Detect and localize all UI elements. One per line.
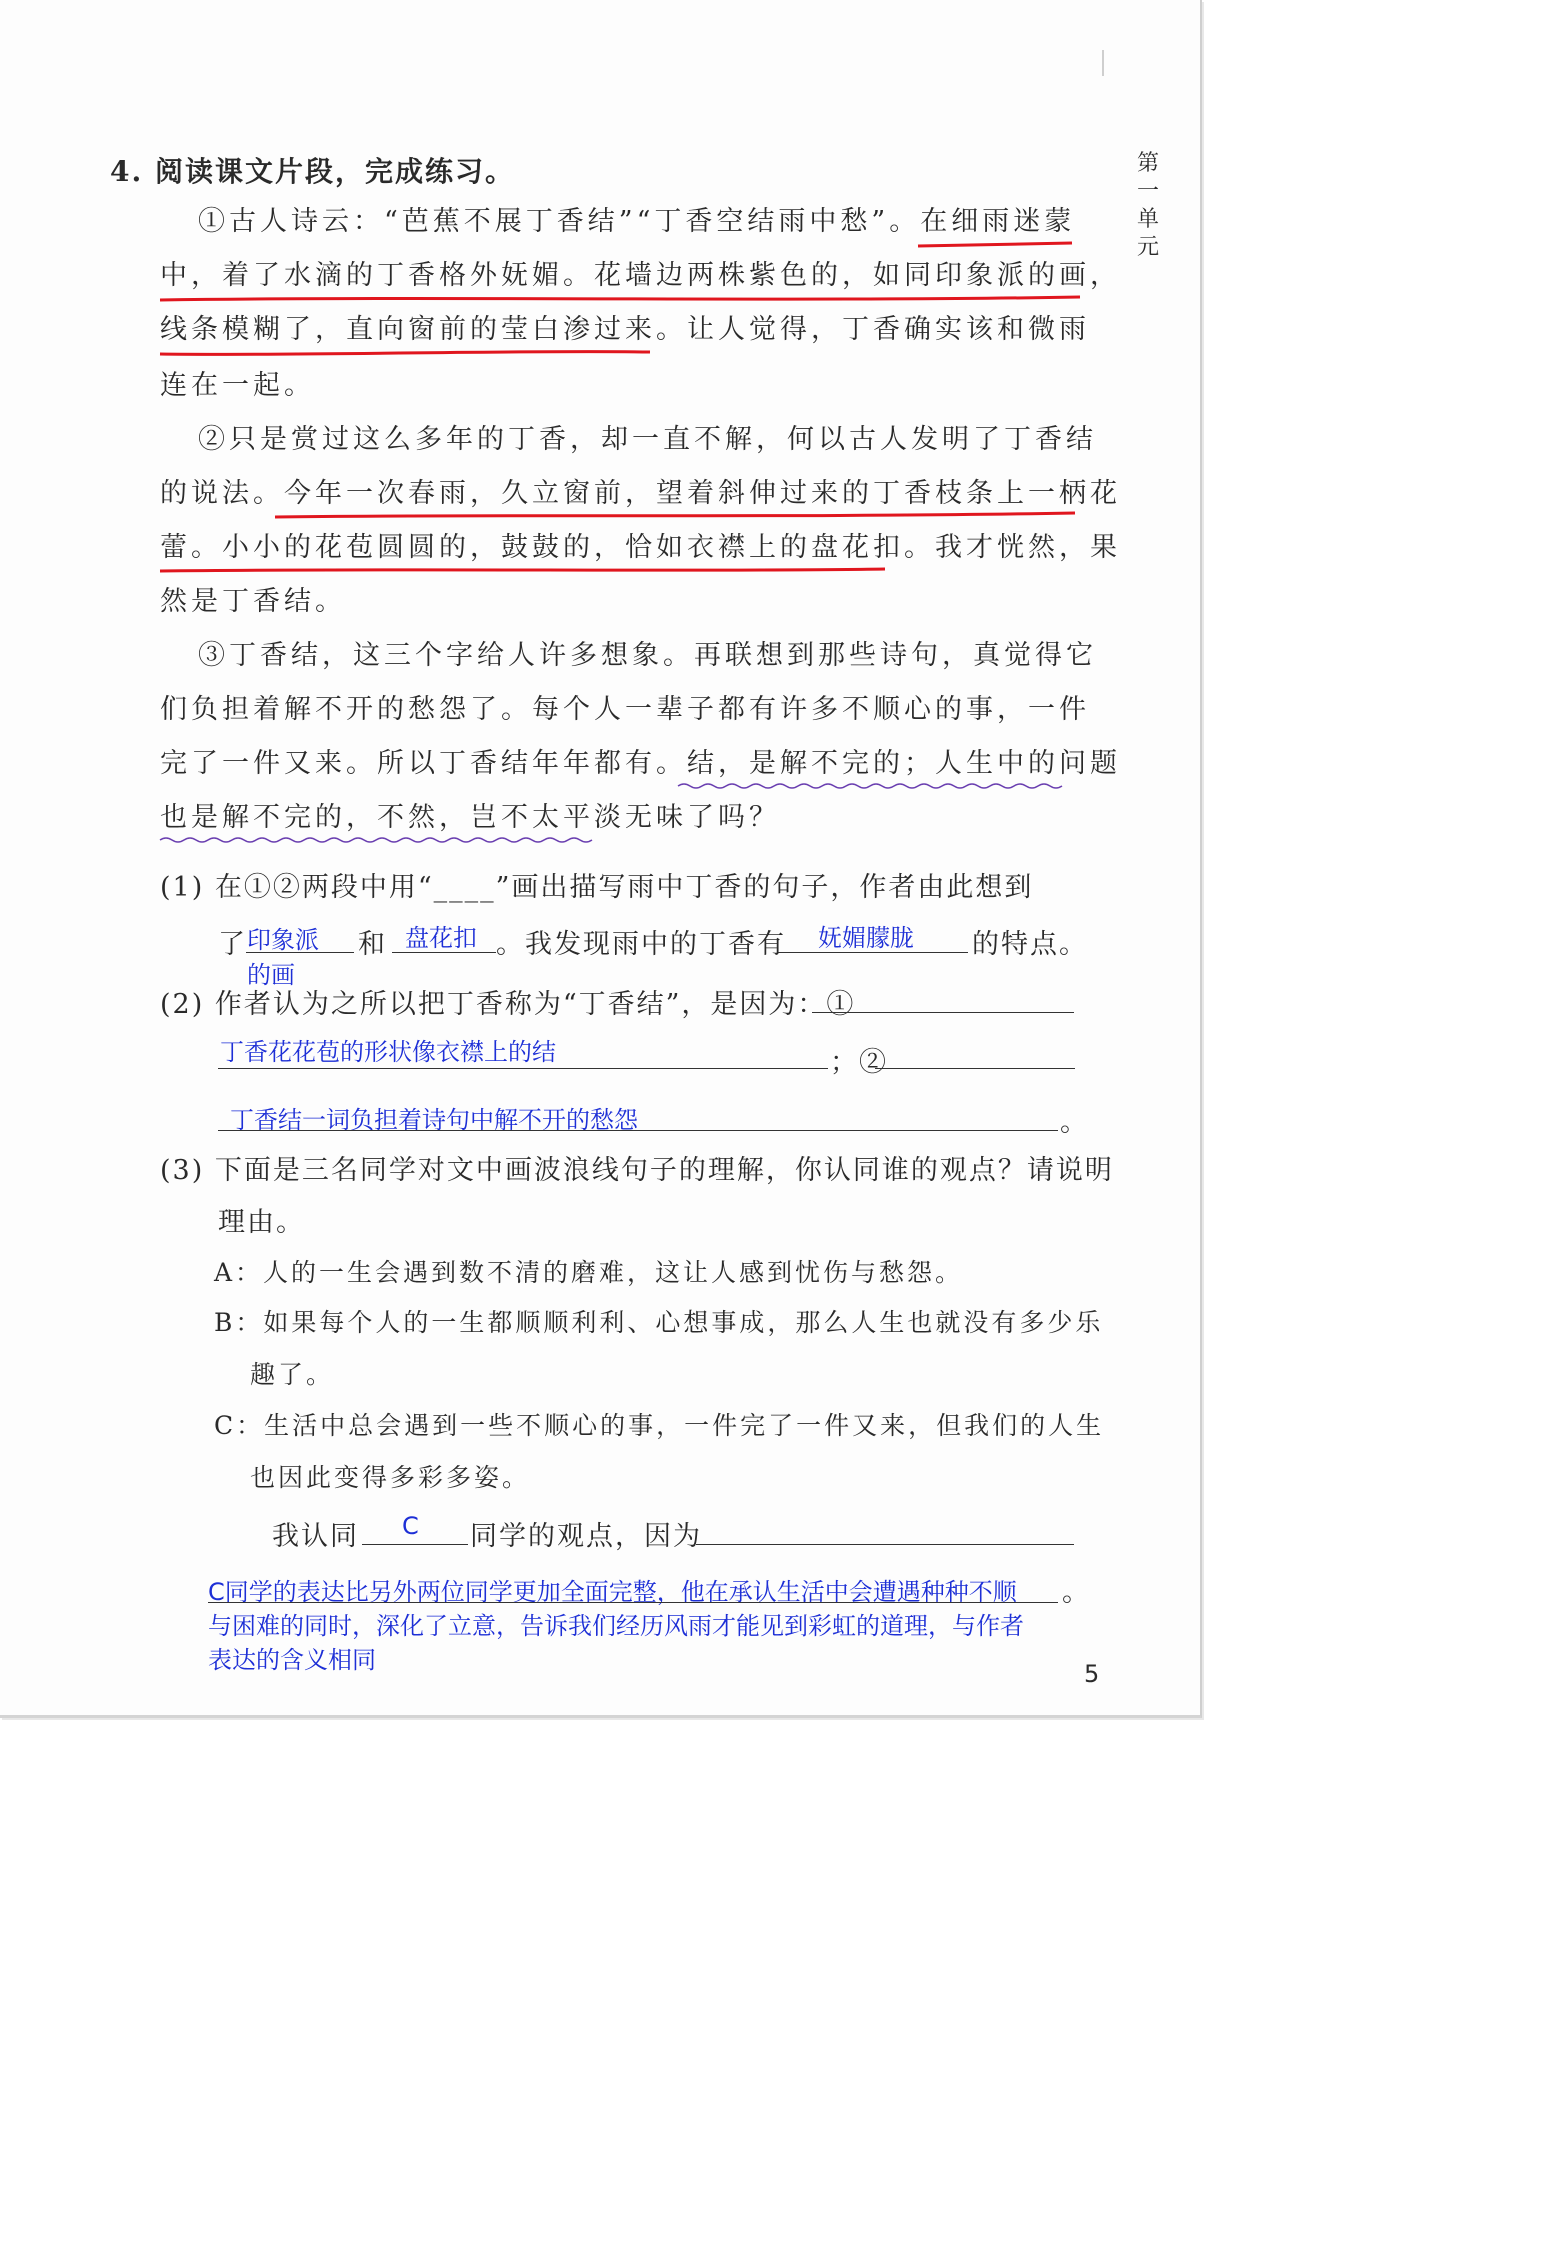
passage-line: 完了一件又来。所以丁香结年年都有。结，是解不完的；人生中的问题 xyxy=(160,748,1121,779)
q3-option-c: C：生活中总会遇到一些不顺心的事，一件完了一件又来，但我们的人生 xyxy=(214,1411,1105,1440)
passage-line: 蕾。小小的花苞圆圆的，鼓鼓的，恰如衣襟上的盘花扣。我才恍然，果 xyxy=(160,532,1121,563)
q1-prompt: (1) 在①②两段中用“____”画出描写雨中丁香的句子，作者由此想到 xyxy=(160,872,1034,903)
q3-reason-line: 表达的含义相同 xyxy=(208,1646,376,1674)
q2-blank-1-start[interactable] xyxy=(812,1012,1074,1013)
passage-line: ③丁香结，这三个字给人许多想象。再联想到那些诗句，真觉得它 xyxy=(198,640,1097,671)
red-underline xyxy=(275,513,1075,517)
q1-answer-1-cont: 的画 xyxy=(247,961,295,989)
passage-line: 连在一起。 xyxy=(160,370,315,401)
passage-line: ②只是赏过这么多年的丁香，却一直不解，何以古人发明了丁香结 xyxy=(198,424,1097,455)
q3-option-a: A：人的一生会遇到数不清的磨难，这让人感到忧伤与愁怨。 xyxy=(214,1258,964,1287)
wavy-underline xyxy=(160,838,592,842)
q1-answer-2: 盘花扣 xyxy=(405,924,477,952)
red-underline xyxy=(918,243,1072,246)
q1-suffix: 的特点。 xyxy=(972,929,1088,960)
q3-option-c-cont: 也因此变得多彩多姿。 xyxy=(250,1463,531,1492)
q3-option-b: B：如果每个人的一生都顺顺利利、心想事成，那么人生也就没有多少乐 xyxy=(214,1308,1104,1337)
q2-prompt: (2) 作者认为之所以把丁香称为“丁香结”，是因为：① xyxy=(160,989,856,1020)
q2-end: 。 xyxy=(1060,1107,1089,1138)
unit-sidebar-label: 第一单元 xyxy=(1136,151,1159,260)
passage-line: 的说法。今年一次春雨，久立窗前，望着斜伸过来的丁香枝条上一柄花 xyxy=(160,478,1121,509)
q2-answer-1: 丁香花花苞的形状像衣襟上的结 xyxy=(220,1038,556,1066)
passage-line: 中，着了水滴的丁香格外妩媚。花墙边两株紫色的，如同印象派的画， xyxy=(160,260,1121,291)
q2-blank-1[interactable] xyxy=(218,1068,828,1069)
q3-prompt: (3) 下面是三名同学对文中画波浪线句子的理解，你认同谁的观点？请说明 xyxy=(160,1155,1114,1186)
wavy-underline xyxy=(678,784,1062,788)
passage-line: 们负担着解不开的愁怨了。每个人一辈子都有许多不顺心的事，一件 xyxy=(160,694,1090,725)
q2-answer-2: 丁香结一词负担着诗句中解不开的愁怨 xyxy=(230,1106,638,1134)
q3-reason-line: C同学的表达比另外两位同学更加全面完整，他在承认生活中会遭遇种种不顺 xyxy=(208,1578,1017,1606)
exercise-title: 4. 阅读课文片段，完成练习。 xyxy=(110,155,515,188)
q1-answer-1: 印象派 xyxy=(247,926,319,954)
q3-reason-blank-start[interactable] xyxy=(696,1544,1074,1545)
passage-line: 也是解不完的，不然，岂不太平淡无味了吗？ xyxy=(160,802,780,833)
q1-mid: 。我发现雨中的丁香有 xyxy=(496,929,786,960)
annotation-marks xyxy=(0,0,1200,900)
q2-blank-2[interactable] xyxy=(218,1130,1058,1131)
q1-answer-3: 妩媚朦胧 xyxy=(818,924,914,952)
q3-end: 。 xyxy=(1062,1577,1091,1608)
q3-option-b-cont: 趣了。 xyxy=(250,1360,335,1389)
q3-reason-line: 与困难的同时，深化了立意，告诉我们经历风雨才能见到彩虹的道理，与作者 xyxy=(208,1612,1024,1640)
page-number: 5 xyxy=(1084,1660,1100,1688)
q2-separator: ；② xyxy=(830,1047,888,1078)
passage-line: 然是丁香结。 xyxy=(160,586,346,617)
q3-prompt-cont: 理由。 xyxy=(218,1207,305,1238)
q1-and: 和 xyxy=(358,929,387,960)
passage-line: 线条模糊了，直向窗前的莹白渗过来。让人觉得，丁香确实该和微雨 xyxy=(160,314,1090,345)
passage-line: ①古人诗云：“芭蕉不展丁香结”“丁香空结雨中愁”。在细雨迷蒙 xyxy=(198,206,1076,237)
q3-agree-mid: 同学的观点，因为 xyxy=(470,1521,702,1552)
q1-prefix: 了 xyxy=(218,929,247,960)
red-underline xyxy=(160,352,650,355)
q2-blank-2-start[interactable] xyxy=(875,1068,1075,1069)
q3-agree-prefix: 我认同 xyxy=(272,1521,359,1552)
red-underline xyxy=(160,297,1080,300)
q3-choice-answer: C xyxy=(402,1512,419,1540)
q3-reason-blank[interactable] xyxy=(208,1602,1058,1603)
red-underline xyxy=(160,569,885,571)
q3-choice-blank[interactable] xyxy=(362,1544,468,1545)
